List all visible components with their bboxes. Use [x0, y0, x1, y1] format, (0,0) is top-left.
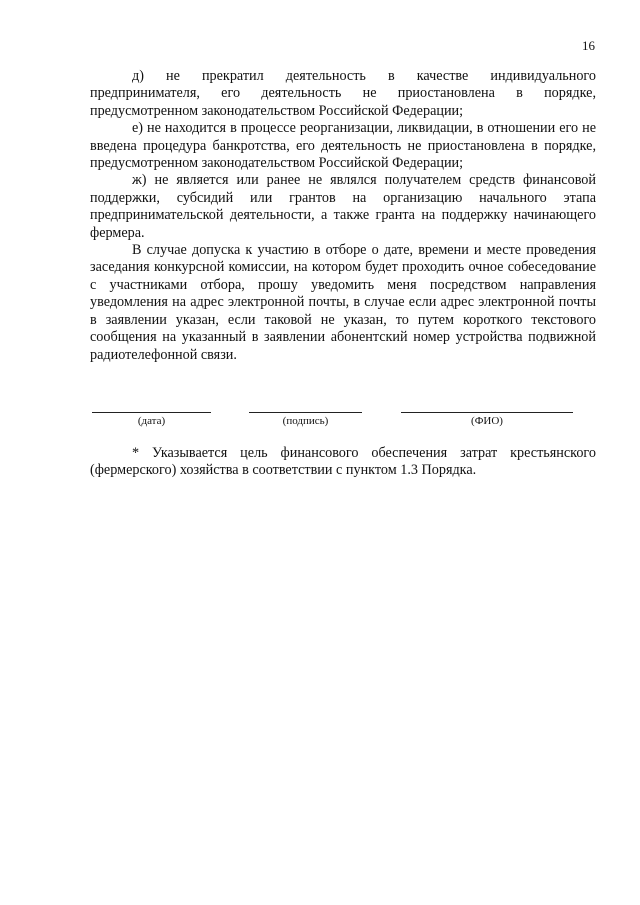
paragraph-item-d: д) не прекратил деятельность в качестве индивидуального предпринимателя, его деятельность не приостановлена в порядке, предусмотренном законодательством Российской Федерации;: [90, 68, 596, 119]
date-field: [92, 400, 211, 427]
page-number: 16: [582, 38, 595, 53]
date-line: [92, 400, 211, 413]
document-body: [90, 68, 596, 364]
paragraph-item-zh: ж) не является или ранее не являлся получателем средств финансовой поддержки, субсидий или грантов на организацию начального этапа предпринимательской деятельности, а также гранта на поддержку начинающего фермера.: [90, 172, 596, 241]
full-name-line: [401, 400, 573, 413]
full-name-caption: (ФИО): [471, 415, 503, 427]
date-caption: (дата): [137, 415, 166, 427]
footnote: * Указывается цель финансового обеспечения затрат крестьянского (фермерского) хозяйства в соответствии с пунктом 1.3 Порядка.: [90, 445, 596, 479]
signature-block: [90, 400, 596, 440]
paragraph-notification-consent: В случае допуска к участию в отборе о дате, времени и месте проведения заседания конкурсной комиссии, на котором будет проходить очное собеседование с участниками отбора, прошу уведомить меня посредством направления уведомления на адрес электронной почты, в случае если адрес электронной почты в заявлении указан, если таковой не указан, то путем короткого текстового сообщения на указанный в заявлении абонентский номер устройства подвижной радиотелефонной связи.: [90, 242, 596, 363]
paragraph-item-e: е) не находится в процессе реорганизации, ликвидации, в отношении его не введена процедура банкротства, его деятельность не приостановлена в порядке, предусмотренном законодательством Российской Федерации;: [90, 120, 596, 172]
full-name-field: [401, 400, 573, 427]
signature-caption: (подпись): [282, 415, 329, 427]
signature-field: [249, 400, 362, 427]
signature-line: [249, 400, 362, 413]
